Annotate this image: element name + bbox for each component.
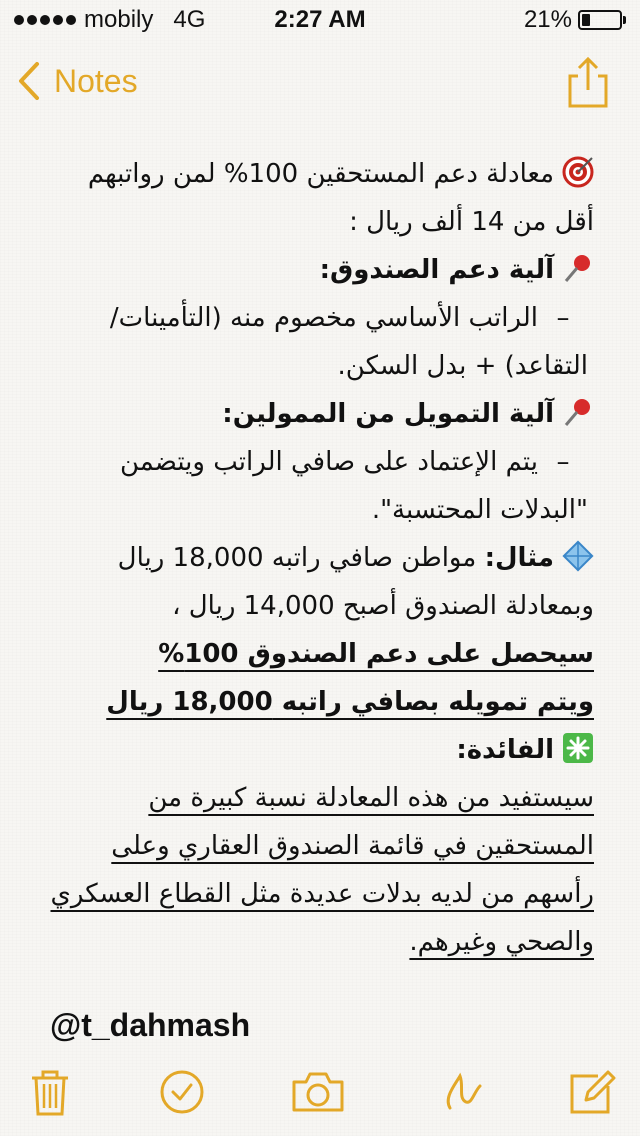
bold-line-1: سيحصل على دعم الصندوق 100% xyxy=(158,639,594,669)
camera-button[interactable] xyxy=(290,1068,346,1116)
camera-icon xyxy=(290,1068,346,1116)
note-signature: @t_dahmash xyxy=(50,1007,251,1043)
trash-icon xyxy=(26,1068,74,1116)
status-bar xyxy=(0,0,640,40)
carrier-name: mobily xyxy=(84,6,154,33)
sparkle-emoji-icon xyxy=(562,732,594,764)
pushpin-emoji-icon xyxy=(562,252,594,284)
item-lenders-text: يتم الإعتماد على صافي الراتب ويتضمن "البدلات المحتسبة". xyxy=(119,447,588,525)
network-type: 4G xyxy=(173,6,206,33)
bold-statement-1 xyxy=(44,630,594,678)
status-right xyxy=(524,6,626,34)
list-dash: – xyxy=(556,303,570,333)
section-heading-fund xyxy=(44,246,594,294)
battery-level xyxy=(582,14,590,26)
heading-fund-text: آلية دعم الصندوق: xyxy=(319,255,554,285)
bold-line-2: ويتم تمويله بصافي راتبه 18,000 ريال xyxy=(106,687,594,717)
example-label: مثال: xyxy=(484,543,554,573)
example-text: مواطن صافي راتبه 18,000 ريال وبمعادلة الصندوق أصبح 14,000 ريال ، xyxy=(117,543,594,621)
sketch-button[interactable] xyxy=(440,1068,488,1116)
section-heading-lenders xyxy=(44,390,594,438)
benefit-label: الفائدة: xyxy=(456,735,554,765)
compose-button[interactable] xyxy=(568,1068,616,1116)
back-label: Notes xyxy=(54,62,138,99)
note-body[interactable] xyxy=(44,150,594,966)
item-fund-text: الراتب الأساسي مخصوم منه (التأمينات/التقاعد) + بدل السكن. xyxy=(109,303,588,381)
bold-statement-2 xyxy=(44,678,594,726)
share-icon xyxy=(568,56,608,108)
battery-icon xyxy=(578,10,622,30)
note-intro xyxy=(44,150,594,246)
checklist-button[interactable] xyxy=(158,1068,206,1116)
intro-text: معادلة دعم المستحقين 100% لمن رواتبهم أقل من 14 ألف ريال : xyxy=(87,159,594,237)
battery-tip xyxy=(623,16,626,24)
delete-button[interactable] xyxy=(26,1068,74,1116)
pushpin-emoji-icon xyxy=(562,396,594,428)
chevron-left-icon xyxy=(18,62,40,100)
benefit-heading xyxy=(44,726,594,774)
back-button[interactable] xyxy=(18,62,138,100)
target-emoji-icon xyxy=(562,156,594,188)
checkmark-circle-icon xyxy=(158,1068,206,1116)
example-paragraph xyxy=(44,534,594,630)
list-dash: – xyxy=(556,447,570,477)
benefit-paragraph xyxy=(44,774,594,966)
diamond-emoji-icon xyxy=(562,540,594,572)
list-item-lenders xyxy=(44,438,594,534)
status-time: 2:27 AM xyxy=(274,6,366,33)
bottom-toolbar xyxy=(0,1060,640,1136)
battery-percentage: 21% xyxy=(523,6,572,33)
benefit-text: سيستفيد من هذه المعادلة نسبة كبيرة من المستحقين في قائمة الصندوق العقاري وعلى رأسهم من لديه بدلات عديدة مثل القطاع العسكري والصحي وغيرهم. xyxy=(50,783,594,957)
share-button[interactable] xyxy=(568,56,608,112)
list-item-fund xyxy=(44,294,594,390)
navigation-bar xyxy=(0,50,640,120)
heading-lenders-text: آلية التمويل من الممولين: xyxy=(222,399,554,429)
compose-icon xyxy=(568,1068,616,1116)
sketch-pen-icon xyxy=(440,1068,488,1116)
